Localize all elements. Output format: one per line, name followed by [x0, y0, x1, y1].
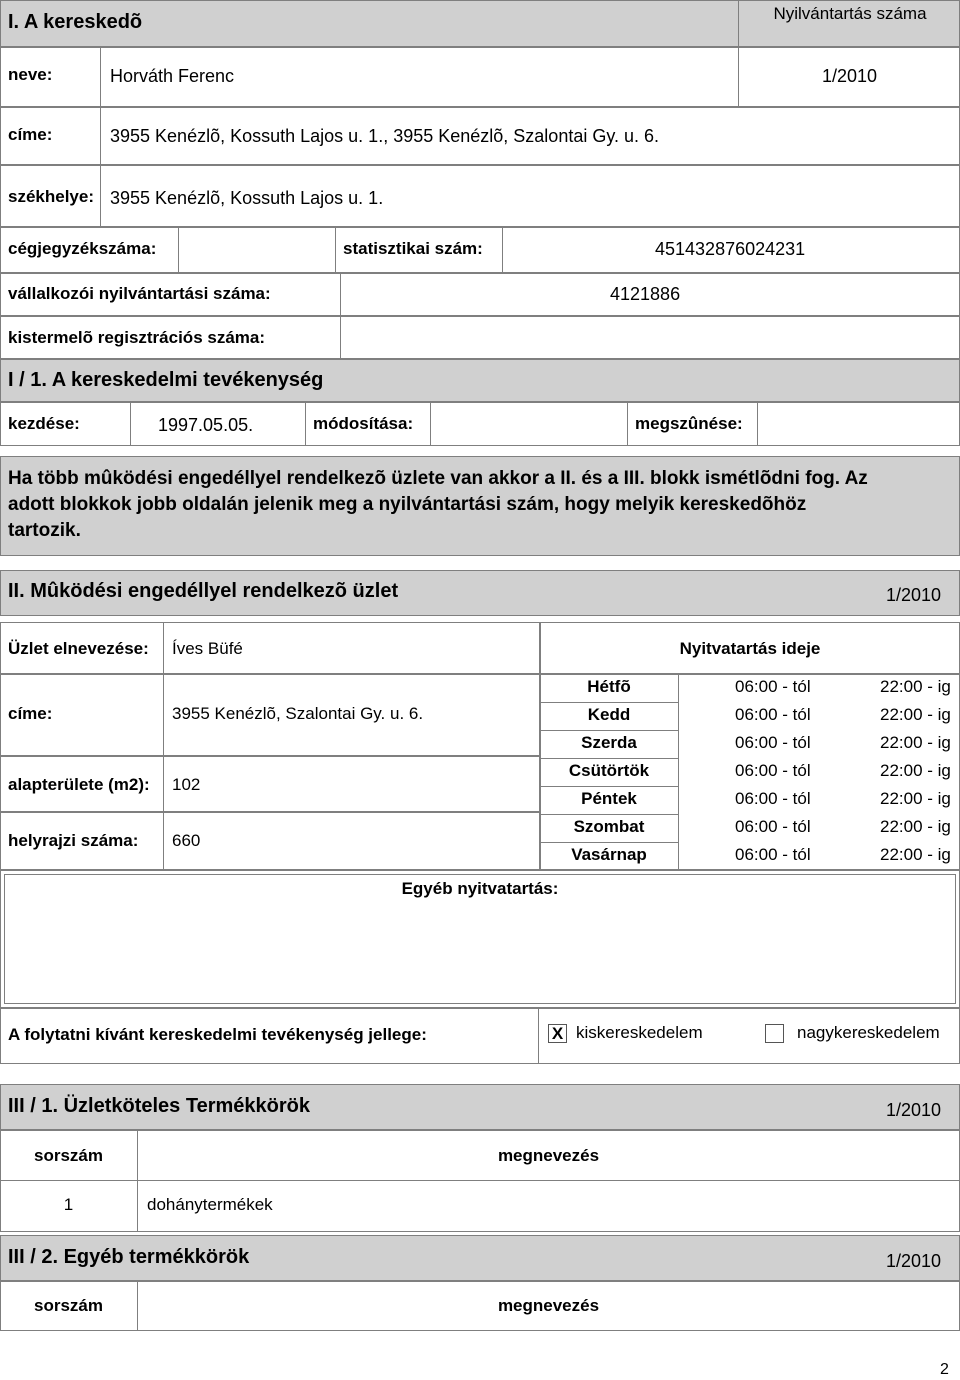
products-section-title: III / 1. Üzletköteles Termékkörök [8, 1095, 310, 1117]
hours-title: Nyitvatartás ideje [679, 639, 821, 658]
hours-day: Szerda [581, 733, 637, 752]
hours-from: 06:00 - tól [735, 677, 811, 696]
shop-reg-number: 1/2010 [886, 585, 942, 605]
other-products-col-name: megnevezés [497, 1296, 600, 1315]
wholesale-checkbox[interactable] [765, 1024, 784, 1043]
hours-from: 06:00 - tól [735, 761, 811, 780]
products-col-name: megnevezés [497, 1146, 600, 1165]
trader-name: Horváth Ferenc [110, 66, 235, 86]
shop-section-title: II. Mûködési engedéllyel rendelkezõ üzlet [8, 580, 399, 602]
address-label: címe: [8, 125, 53, 144]
hours-day: Vasárnap [571, 845, 647, 864]
shop-address-label: címe: [8, 704, 53, 723]
shop-address: 3955 Kenézlõ, Szalontai Gy. u. 6. [172, 704, 424, 723]
products-col-no: sorszám [34, 1146, 103, 1165]
wholesale-label: nagykereskedelem [797, 1023, 940, 1042]
entrepreneur-label: vállalkozói nyilvántartási száma: [8, 284, 271, 303]
trader-seat: 3955 Kenézlõ, Kossuth Lajos u. 1. [110, 188, 384, 208]
smallholder-label: kistermelõ regisztrációs száma: [8, 328, 266, 347]
shop-name: Íves Büfé [172, 639, 243, 658]
hours-day: Péntek [581, 789, 637, 808]
hours-from: 06:00 - tól [735, 817, 811, 836]
hours-from: 06:00 - tól [735, 705, 811, 724]
products-reg-number: 1/2010 [886, 1100, 942, 1120]
hours-day: Kedd [587, 705, 631, 724]
activity-dates-row [0, 402, 960, 446]
other-products-col-no: sorszám [34, 1296, 103, 1315]
hours-to: 22:00 - ig [880, 705, 951, 724]
page-number: 2 [940, 1361, 949, 1378]
shop-lot: 660 [172, 831, 201, 850]
retail-label: kiskereskedelem [576, 1023, 703, 1042]
hours-to: 22:00 - ig [880, 761, 951, 780]
notice-text: Ha több mûködési engedéllyel rendelkezõ üzlete van akkor a II. és a III. blokk ismétlõdni fog. Az adott blokkok jobb oldalán jelenik meg a nyilvántartási szám, hogy melyik kereskedõhöz tartozik. [8, 468, 868, 541]
product-name: dohánytermékek [147, 1195, 273, 1214]
seat-label: székhelye: [8, 187, 94, 206]
stat-number: 451432876024231 [655, 239, 806, 259]
activity-type-label: A folytatni kívánt kereskedelmi tevékenység jellege: [8, 1025, 427, 1044]
hours-to: 22:00 - ig [880, 845, 951, 864]
modified-label: módosítása: [313, 414, 414, 433]
trader-reg-number: 1/2010 [822, 66, 878, 86]
start-date: 1997.05.05. [158, 415, 254, 435]
retail-checkbox[interactable]: X [548, 1024, 567, 1043]
hours-from: 06:00 - tól [735, 845, 811, 864]
product-no: 1 [63, 1195, 74, 1214]
company-reg-label: cégjegyzékszáma: [8, 239, 157, 258]
hours-to: 22:00 - ig [880, 817, 951, 836]
stat-label: statisztikai szám: [343, 239, 483, 258]
reg-label: Nyilvántartás száma [773, 4, 927, 23]
hours-to: 22:00 - ig [880, 677, 951, 696]
other-hours-label: Egyéb nyitvatartás: [401, 879, 559, 898]
other-products-reg-number: 1/2010 [886, 1251, 942, 1271]
hours-to: 22:00 - ig [880, 733, 951, 752]
hours-day: Hétfõ [587, 677, 631, 696]
hours-day: Szombat [573, 817, 645, 836]
shop-area-label: alapterülete (m2): [8, 775, 150, 794]
end-label: megszûnése: [635, 414, 743, 433]
hours-from: 06:00 - tól [735, 789, 811, 808]
shop-area: 102 [172, 775, 201, 794]
hours-to: 22:00 - ig [880, 789, 951, 808]
trader-section-title: I. A kereskedõ [8, 11, 143, 33]
name-label: neve: [8, 65, 53, 84]
shop-name-label: Üzlet elnevezése: [8, 639, 149, 658]
hours-day: Csütörtök [568, 761, 650, 780]
start-label: kezdése: [8, 414, 80, 433]
activity-section-title: I / 1. A kereskedelmi tevékenység [8, 369, 324, 391]
trader-address: 3955 Kenézlõ, Kossuth Lajos u. 1., 3955 Kenézlõ, Szalontai Gy. u. 6. [110, 126, 660, 146]
hours-from: 06:00 - tól [735, 733, 811, 752]
entrepreneur-number: 4121886 [610, 284, 681, 304]
shop-lot-label: helyrajzi száma: [8, 831, 139, 850]
other-products-section-title: III / 2. Egyéb termékkörök [8, 1246, 250, 1268]
